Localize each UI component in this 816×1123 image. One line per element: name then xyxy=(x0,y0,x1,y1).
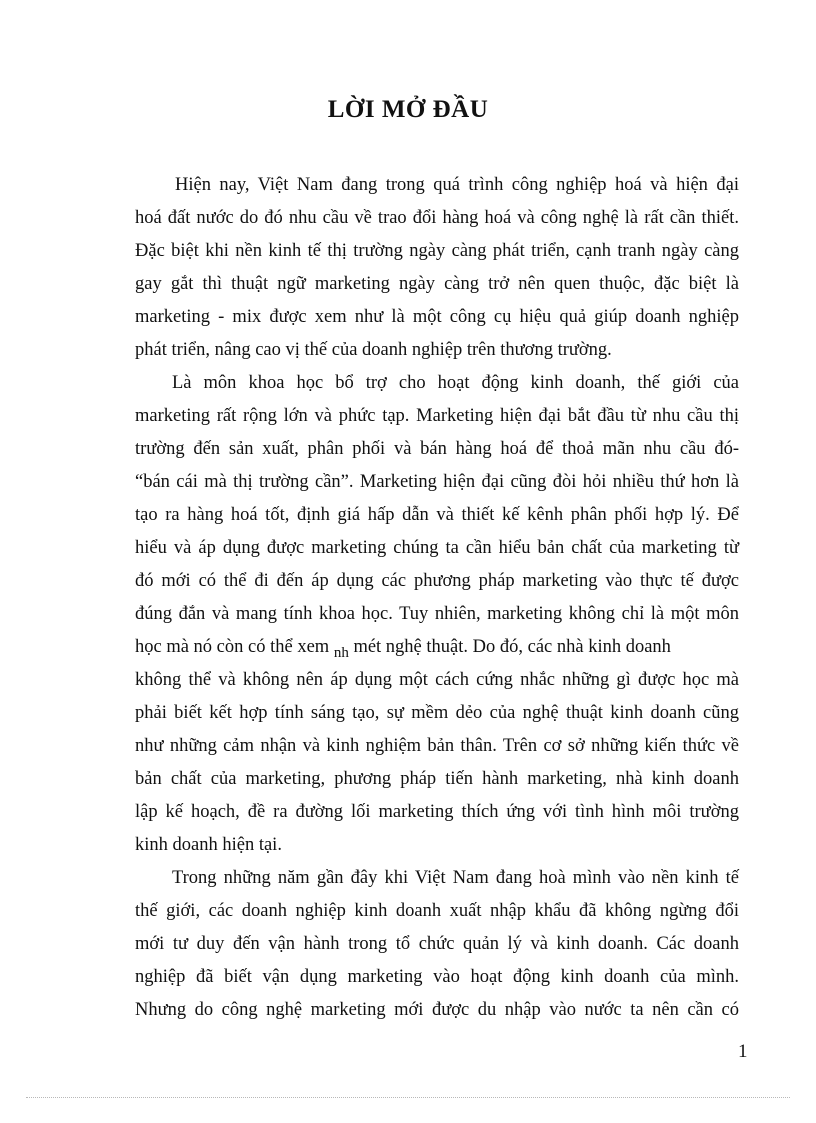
subscript-fragment: nh xyxy=(333,645,349,661)
paragraph-line: marketing rất rộng lớn và phức tạp. Marketing hiện đại bắt đầu từ nhu cầu thị xyxy=(135,406,739,426)
paragraph-line: bản chất của marketing, phương pháp tiến hành marketing, nhà kinh doanh xyxy=(135,769,739,789)
paragraph-line: lập kế hoạch, đề ra đường lối marketing thích ứng với tình hình môi trường xyxy=(135,802,739,822)
page-number: 1 xyxy=(738,1041,748,1062)
paragraph-line: marketing - mix được xem như là một công cụ hiệu quả giúp doanh nghiệp xyxy=(135,307,739,327)
paragraph-line: đó mới có thể đi đến áp dụng các phương pháp marketing vào thực tế được xyxy=(135,571,739,591)
paragraph-line: phải biết kết hợp tính sáng tạo, sự mềm dẻo của nghệ thuật kinh doanh cũng xyxy=(135,703,739,723)
paragraph-line: Đặc biệt khi nền kinh tế thị trường ngày càng phát triển, cạnh tranh ngày càng xyxy=(135,241,739,261)
paragraph-line: như những cảm nhận và kinh nghiệm bản thân. Trên cơ sở những kiến thức về xyxy=(135,736,739,756)
paragraph-line: kinh doanh hiện tại. xyxy=(135,835,282,855)
paragraph-line: Nhưng do công nghệ marketing mới được du nhập vào nước ta nên cần có xyxy=(135,1000,739,1020)
paragraph-line: thế giới, các doanh nghiệp kinh doanh xuất nhập khẩu đã không ngừng đổi xyxy=(135,901,739,921)
line-text-tail: mét nghệ thuật. Do đó, các nhà kinh doanh xyxy=(348,637,671,657)
paragraph-line: không thể và không nên áp dụng một cách cứng nhắc những gì được học mà xyxy=(135,670,739,690)
paragraph-line: trường đến sản xuất, phân phối và bán hàng hoá để thoả mãn nhu cầu đó- xyxy=(135,439,739,459)
paragraph-line xyxy=(135,635,739,660)
paragraph-line: Trong những năm gần đây khi Việt Nam đang hoà mình vào nền kinh tế xyxy=(172,868,739,888)
paragraph-line: nghiệp đã biết vận dụng marketing vào hoạt động kinh doanh của mình. xyxy=(135,967,739,987)
page-bottom-divider xyxy=(26,1097,790,1098)
paragraph-line: Hiện nay, Việt Nam đang trong quá trình công nghiệp hoá và hiện đại xyxy=(175,175,739,195)
paragraph-line: gay gắt thì thuật ngữ marketing ngày càng trở nên quen thuộc, đặc biệt là xyxy=(135,274,739,294)
paragraph-line: mới tư duy đến vận hành trong tổ chức quản lý và kinh doanh. Các doanh xyxy=(135,934,739,954)
paragraph-line: “bán cái mà thị trường cần”. Marketing hiện đại cũng đòi hỏi nhiều thứ hơn là xyxy=(135,472,739,492)
paragraph-line: Là môn khoa học bổ trợ cho hoạt động kinh doanh, thế giới của xyxy=(172,373,739,393)
line-text: học mà nó còn có thể xem xyxy=(135,637,330,657)
paragraph-line: tạo ra hàng hoá tốt, định giá hấp dẫn và thiết kế kênh phân phối hợp lý. Để xyxy=(135,505,739,525)
paragraph-line: đúng đắn và mang tính khoa học. Tuy nhiên, marketing không chỉ là một môn xyxy=(135,604,739,624)
page-title: LỜI MỞ ĐẦU xyxy=(327,96,489,123)
paragraph-line: phát triển, nâng cao vị thế của doanh nghiệp trên thương trường. xyxy=(135,340,612,360)
paragraph-line: hiểu và áp dụng được marketing chúng ta cần hiểu bản chất của marketing từ xyxy=(135,538,739,558)
paragraph-line: hoá đất nước do đó nhu cầu về trao đổi hàng hoá và công nghệ là rất cần thiết. xyxy=(135,208,739,228)
